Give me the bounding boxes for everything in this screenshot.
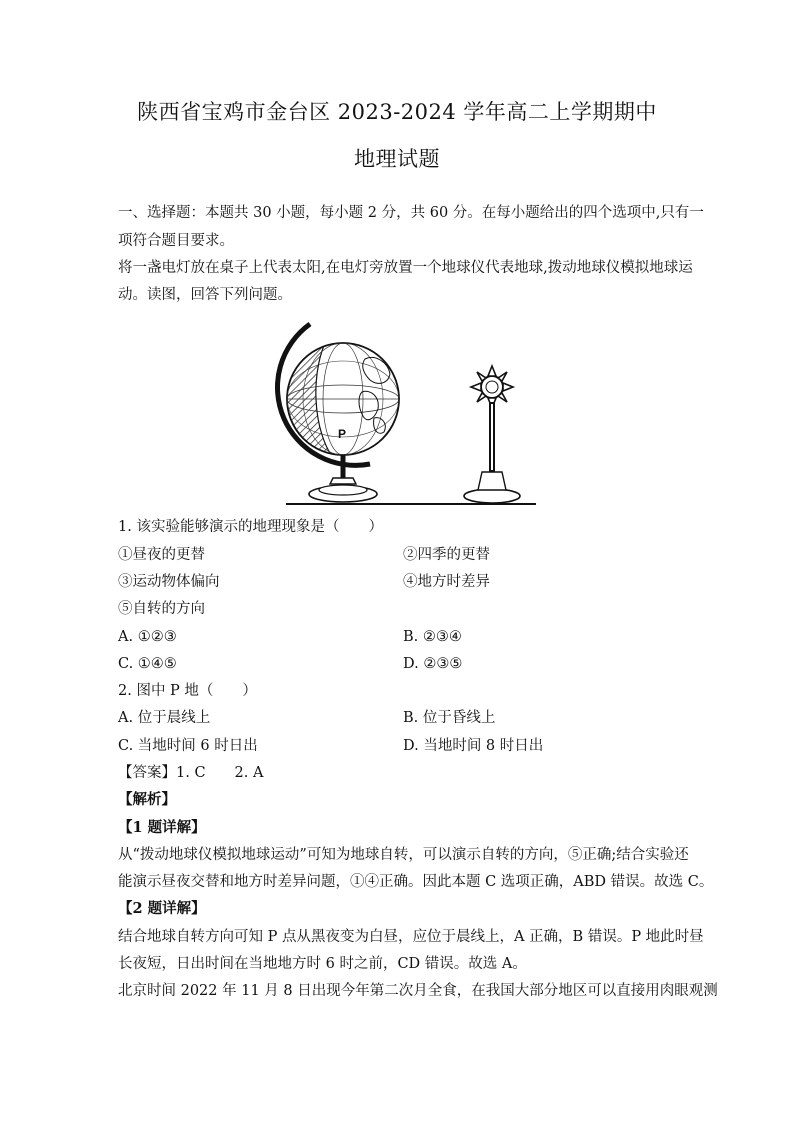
q2-choice-b: B. 位于昏线上 <box>403 710 496 726</box>
point-p-label: P <box>338 427 347 441</box>
q1-choice-b: B. ②③④ <box>403 629 462 645</box>
q2-detail-line1: 结合地球自转方向可知 P 点从黑夜变为白昼，应位于晨线上，A 正确，B 错误。P 地此时昼 <box>118 929 704 945</box>
q2-choice-c: C. 当地时间 6 时日出 <box>118 738 258 754</box>
sun-lamp-icon <box>464 366 520 503</box>
q1-option-3: ③运动物体偏向 <box>118 574 220 590</box>
q1-option-2: ②四季的更替 <box>403 547 490 563</box>
q1-choice-a: A. ①②③ <box>118 629 177 645</box>
section-header-line2: 项符合题目要求。 <box>118 233 234 249</box>
q2-choice-d: D. 当地时间 8 时日出 <box>403 738 544 754</box>
q1-stem: 1. 该实验能够演示的地理现象是（ ） <box>118 519 383 535</box>
doc-title-line1: 陕西省宝鸡市金台区 2023-2024 学年高二上学期期中 <box>137 100 657 124</box>
next-passage-line1: 北京时间 2022 年 11 月 8 日出现今年第二次月全食，在我国大部分地区可以直接用肉眼观测 <box>118 983 718 999</box>
answer-line: 【答案】1. C 2. A <box>118 765 264 781</box>
q2-detail-line2: 长夜短，日出时间在当地地方时 6 时之前，CD 错误。故选 A。 <box>118 956 527 972</box>
q2-detail-heading: 【2 题详解】 <box>118 900 206 917</box>
globe-lamp-illustration <box>270 314 550 508</box>
globe-lamp-figure <box>270 314 550 508</box>
q1-choice-c: C. ①④⑤ <box>118 656 177 672</box>
q1-option-4: ④地方时差异 <box>403 574 490 590</box>
globe-icon <box>270 324 399 502</box>
q1-detail-line2: 能演示昼夜交替和地方时差异问题，①④正确。因此本题 C 选项正确，ABD 错误。故选 C。 <box>118 874 714 890</box>
intro-line1: 将一盏电灯放在桌子上代表太阳,在电灯旁放置一个地球仪代表地球,拨动地球仪模拟地球运 <box>118 260 693 276</box>
q1-option-5: ⑤自转的方向 <box>118 601 205 617</box>
analysis-heading: 【解析】 <box>118 791 176 808</box>
q2-stem: 2. 图中 P 地（ ） <box>118 683 257 699</box>
doc-title-line2: 地理试题 <box>354 147 440 171</box>
intro-line2: 动。读图，回答下列问题。 <box>118 287 292 303</box>
q1-option-1: ①昼夜的更替 <box>118 547 205 563</box>
q1-choice-d: D. ②③⑤ <box>403 656 463 672</box>
section-header-line1: 一、选择题：本题共 30 小题，每小题 2 分，共 60 分。在每小题给出的四个选项中,只有一 <box>118 205 704 221</box>
q1-detail-heading: 【1 题详解】 <box>118 819 206 836</box>
q2-choice-a: A. 位于晨线上 <box>118 710 211 726</box>
q1-detail-line1: 从“拨动地球仪模拟地球运动”可知为地球自转，可以演示自转的方向，⑤正确;结合实验还 <box>118 847 689 863</box>
